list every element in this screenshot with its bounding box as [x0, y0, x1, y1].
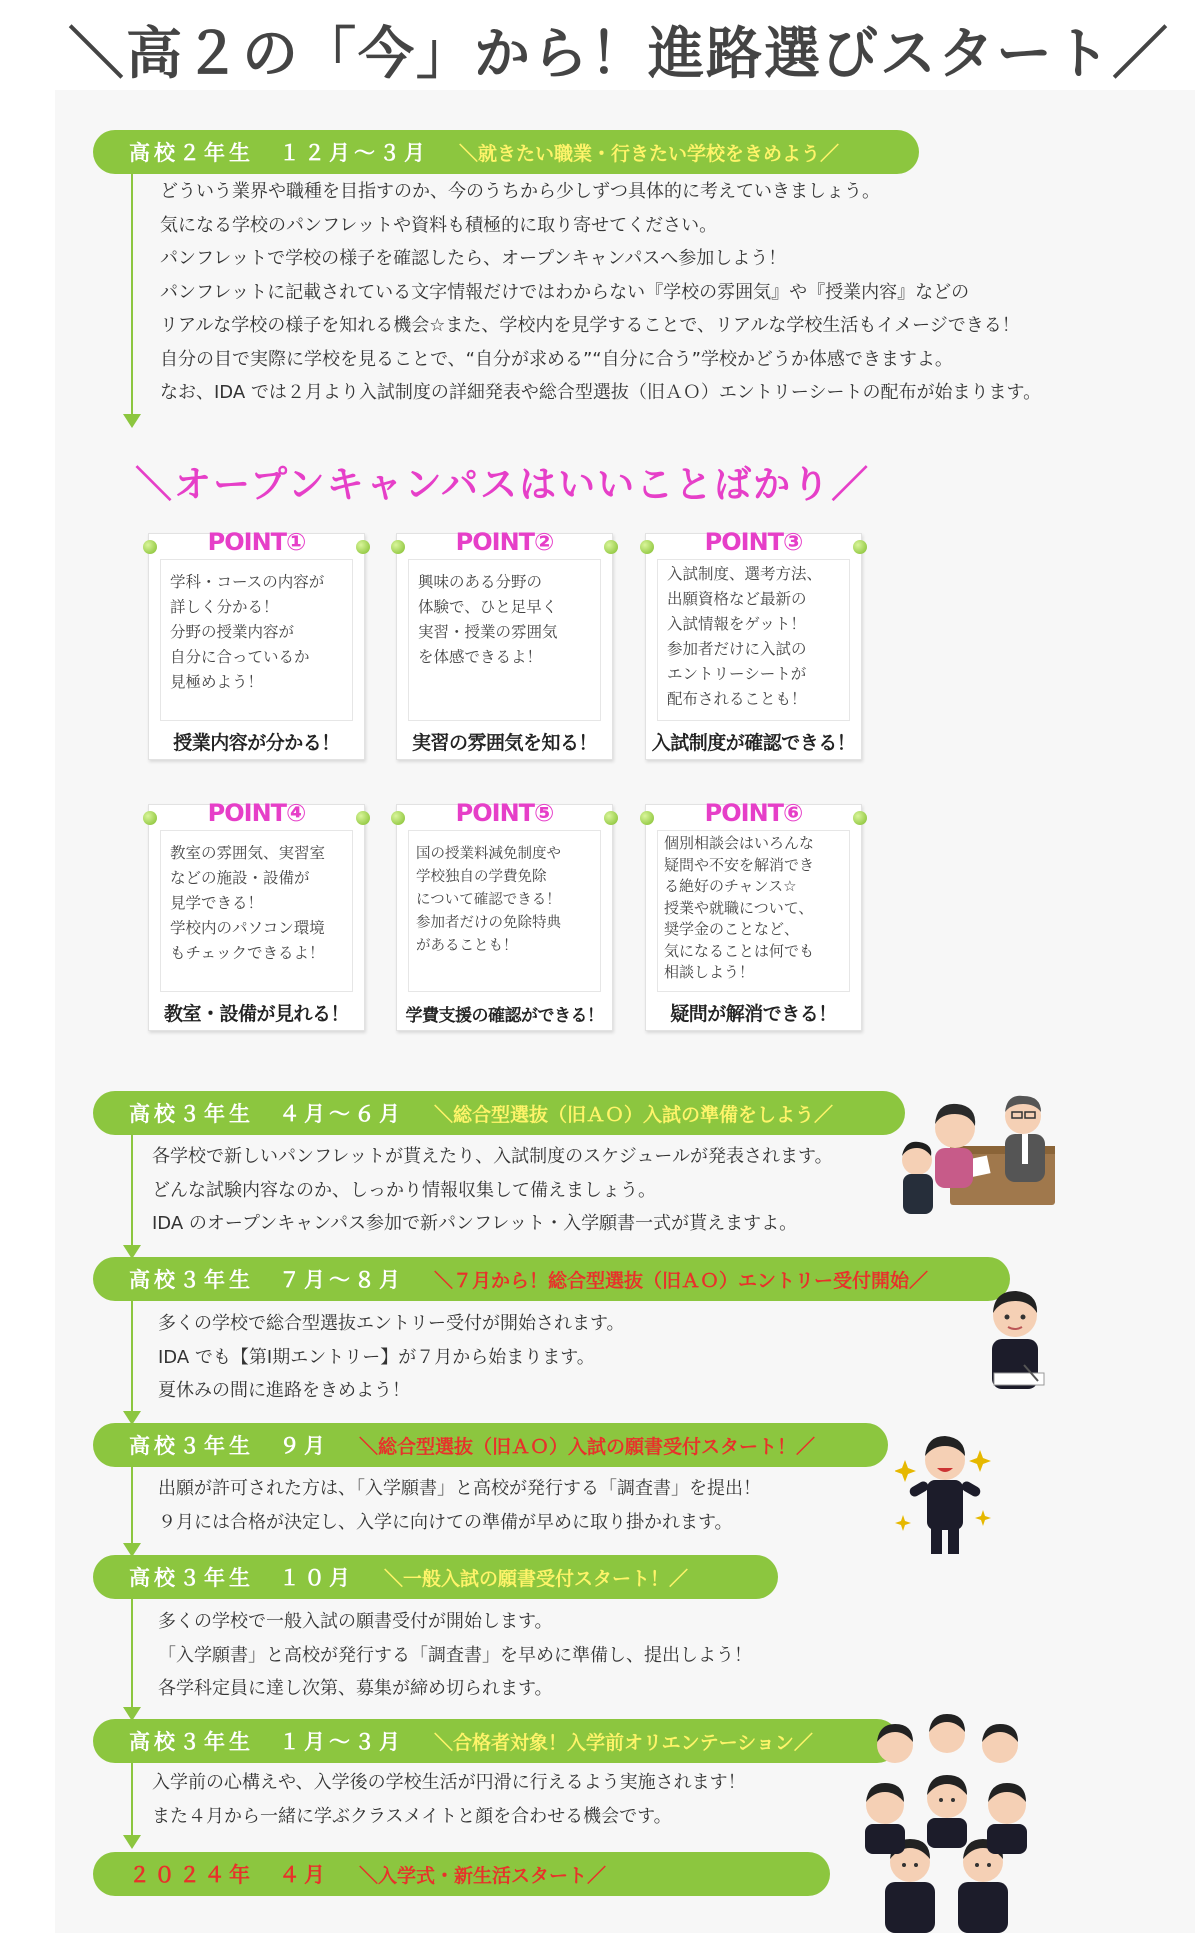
excited-student-illustration: [895, 1430, 995, 1560]
point-line: などの施設・設備が: [170, 869, 310, 887]
timeline-headline: ＼７月から！総合型選抜（旧ＡＯ）エントリー受付開始／: [434, 1269, 929, 1292]
point-line: 学科・コースの内容が: [170, 573, 325, 591]
timeline-headline: ＼入学式・新生活スタート／: [359, 1864, 607, 1887]
timeline-period: 高校２年生 １２月〜３月: [129, 141, 429, 165]
text-line: また４月から一緒に学ぶクラスメイトと顔を合わせる機会です。: [152, 1805, 672, 1827]
step-6-text: [152, 1766, 746, 1833]
step-5-text: [158, 1605, 752, 1706]
point-line: 自分に合っているか: [170, 648, 310, 666]
step-3-text: [158, 1307, 625, 1408]
point-line: 見極めよう！: [170, 673, 264, 691]
text-line: IDA のオープンキャンパス参加で新パンフレット・入学願書一式が貰えますよ。: [152, 1213, 798, 1234]
timeline-band-5: [93, 1555, 778, 1599]
text-line: ９月には合格が決定し、入学に向けての準備が早めに取り掛かれます。: [158, 1511, 733, 1533]
text-line: 各学科定員に達し次第、募集が締め切られます。: [158, 1678, 553, 1699]
point-caption: 教室・設備が見れる！: [163, 1003, 349, 1025]
point-line: を体感できるよ！: [418, 648, 543, 666]
point-title: POINT④: [207, 799, 306, 827]
text-line: パンフレットに記載されている文字情報だけではわからない『学校の雰囲気』や『授業内容』などの: [160, 281, 970, 303]
text-line: どういう業界や職種を目指すのか、今のうちから少しずつ具体的に考えていきましょう。: [160, 181, 880, 202]
point-line: 気になることは何でも: [664, 941, 815, 960]
timeline-line: [131, 1763, 133, 1839]
point-caption: 学費支援の確認ができる！: [405, 1006, 604, 1026]
timeline-period: 高校３年生 ９月: [129, 1434, 329, 1458]
point-description: [657, 559, 850, 721]
consultation-meeting-illustration: [895, 1090, 1065, 1225]
text-line: 夏休みの間に進路をきめよう！: [158, 1380, 410, 1401]
point-line: もチェックできるよ！: [170, 944, 325, 962]
page-title: ＼高２の「今」から！進路選びスタート／: [68, 22, 1170, 87]
timeline-band-2: [93, 1091, 905, 1135]
timeline-band-7: [93, 1852, 830, 1896]
timeline-arrow-icon: [123, 414, 141, 428]
point-line: る絶好のチャンス☆: [664, 877, 797, 895]
text-line: 多くの学校で一般入試の願書受付が開始します。: [158, 1611, 553, 1632]
point-caption: 疑問が解消できる！: [670, 1003, 837, 1025]
timeline-headline: ＼総合型選抜（旧ＡＯ）入試の準備をしよう／: [434, 1103, 834, 1126]
step-1-text: [160, 175, 1041, 410]
text-line: なお、IDA では２月より入試制度の詳細発表や総合型選抜（旧ＡＯ）エントリーシートの配布が始まります。: [160, 382, 1042, 403]
text-line: 自分の目で実際に学校を見ることで、“自分が求める”“自分に合う”学校かどうか体感できますよ。: [160, 348, 953, 370]
timeline-band-1: [93, 130, 919, 174]
point-card-2: [396, 528, 613, 760]
timeline-arrow-icon: [123, 1835, 141, 1849]
text-line: IDA でも【第Ⅰ期エントリー】が７月から始まります。: [158, 1346, 595, 1368]
point-line: 体験で、ひと足早く: [418, 598, 558, 616]
point-caption: 入試制度が確認できる！: [651, 732, 856, 754]
point-title: POINT③: [704, 528, 803, 556]
timeline-line: [131, 1135, 133, 1249]
point-card-1: [148, 528, 365, 760]
text-line: パンフレットで学校の様子を確認したら、オープンキャンパスへ参加しよう！: [160, 248, 787, 269]
point-title: POINT⑤: [455, 799, 554, 827]
student-writing-illustration: [980, 1285, 1050, 1395]
point-line: 入試情報をゲット！: [667, 615, 806, 633]
text-line: 出願が許可された方は、「入学願書」と高校が発行する「調査書」を提出！: [158, 1478, 761, 1499]
timeline-band-3: [93, 1257, 1010, 1301]
point-line: 参加者だけに入試の: [667, 640, 807, 658]
point-description: [408, 559, 601, 721]
point-line: 学校独自の学費免除: [416, 869, 547, 885]
open-campus-heading: ＼オープンキャンパスはいいことばかり／: [135, 463, 871, 506]
timeline-line: [131, 1301, 133, 1415]
point-line: 相談しよう！: [664, 963, 755, 981]
point-line: 疑問や不安を解消でき: [664, 855, 815, 874]
timeline-headline: ＼合格者対象！入学前オリエンテーション／: [434, 1731, 813, 1754]
timeline-period: ２０２４年 ４月: [129, 1863, 329, 1887]
point-description: [408, 830, 601, 992]
text-line: 各学校で新しいパンフレットが貰えたり、入試制度のスケジュールが発表されます。: [152, 1146, 833, 1167]
point-line: 奨学金のことなど、: [664, 920, 800, 938]
point-title: POINT①: [207, 528, 306, 556]
point-line: について確認できる！: [416, 892, 561, 908]
text-line: 入学前の心構えや、入学後の学校生活が円滑に行えるよう実施されます！: [152, 1772, 746, 1793]
timeline-period: 高校３年生 １０月: [129, 1566, 354, 1590]
point-line: 興味のある分野の: [418, 573, 543, 591]
point-card-4: [148, 799, 365, 1031]
timeline-period: 高校３年生 ４月〜６月: [129, 1102, 404, 1126]
point-description: [160, 830, 353, 992]
point-line: 学校内のパソコン環境: [170, 919, 325, 937]
text-line: リアルな学校の様子を知れる機会☆また、学校内を見学することで、リアルな学校生活もイメージできる！: [160, 315, 1020, 336]
point-line: エントリーシートが: [667, 665, 807, 683]
timeline-period: 高校３年生 ７月〜８月: [129, 1268, 404, 1292]
timeline-period: 高校３年生 １月〜３月: [129, 1730, 404, 1754]
point-line: 国の授業料減免制度や: [416, 846, 561, 862]
point-line: 個別相談会はいろんな: [664, 834, 815, 852]
point-line: 教室の雰囲気、実習室: [170, 844, 326, 862]
timeline-headline: ＼総合型選抜（旧ＡＯ）入試の願書受付スタート！／: [359, 1435, 816, 1458]
timeline-line: [131, 1599, 133, 1711]
point-caption: 実習の雰囲気を知る！: [411, 732, 597, 754]
point-line: 授業や就職について、: [664, 898, 814, 917]
students-group-illustration: [855, 1700, 1040, 1933]
text-line: 気になる学校のパンフレットや資料も積極的に取り寄せてください。: [160, 214, 718, 236]
point-line: 配布されることも！: [667, 690, 807, 708]
point-card-3: [645, 528, 862, 760]
point-caption: 授業内容が分かる！: [173, 732, 340, 754]
point-description: [657, 830, 850, 992]
timeline-headline: ＼就きたい職業・行きたい学校をきめよう／: [459, 142, 840, 165]
point-line: 入試制度、選考方法、: [667, 565, 823, 583]
text-line: 「入学願書」と高校が発行する「調査書」を早めに準備し、提出しよう！: [158, 1644, 752, 1666]
point-line: 参加者だけの免除特典: [416, 915, 561, 931]
point-card-5: [396, 799, 613, 1031]
timeline-band-4: [93, 1423, 888, 1467]
point-line: 分野の授業内容が: [170, 623, 295, 641]
point-title: POINT②: [455, 528, 554, 556]
point-line: 詳しく分かる！: [170, 598, 279, 616]
point-line: 見学できる！: [170, 894, 264, 912]
point-description: [160, 559, 353, 721]
point-line: 出願資格など最新の: [667, 590, 807, 608]
timeline-band-6: [93, 1719, 899, 1763]
point-line: があることも！: [416, 938, 518, 954]
timeline-line: [131, 174, 133, 414]
point-line: 実習・授業の雰囲気: [418, 623, 558, 641]
text-line: 多くの学校で総合型選抜エントリー受付が開始されます。: [158, 1313, 625, 1334]
timeline-headline: ＼一般入試の願書受付スタート！／: [384, 1567, 689, 1590]
point-card-6: [645, 799, 862, 1031]
step-4-text: [158, 1472, 761, 1539]
step-2-text: [152, 1140, 833, 1241]
point-title: POINT⑥: [704, 799, 803, 827]
text-line: どんな試験内容なのか、しっかり情報収集して備えましょう。: [152, 1179, 656, 1201]
timeline-line: [131, 1467, 133, 1547]
